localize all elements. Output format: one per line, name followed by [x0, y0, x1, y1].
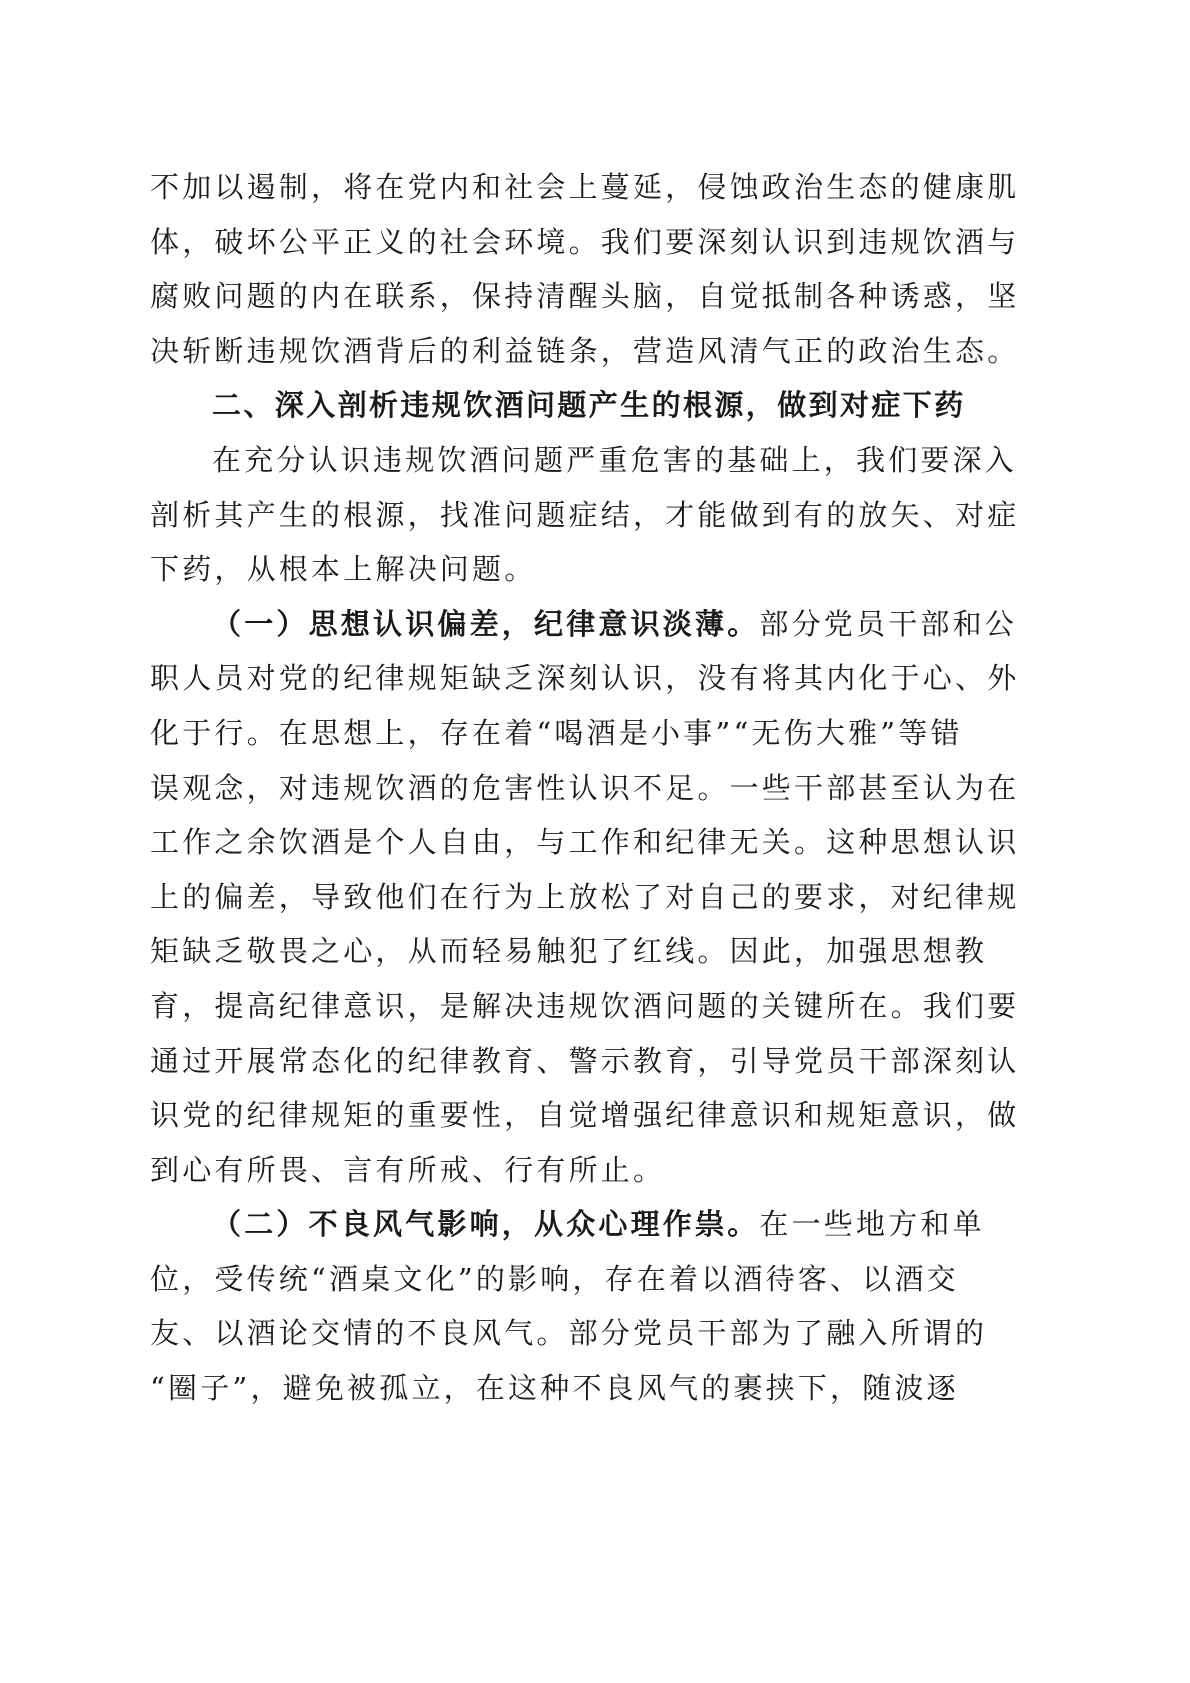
subsection-heading: （二）不良风气影响，从众心理作祟。 — [212, 1207, 760, 1242]
paragraph-lead-text: 部分党员干部和公 — [759, 606, 1018, 641]
body-line: 矩缺乏敬畏之心，从而轻易触犯了红线。因此，加强思想教 — [150, 934, 988, 969]
body-line: 友、以酒论交情的不良风气。部分党员干部为了融入所谓的 — [150, 1316, 988, 1351]
subsection-heading: （一）思想认识偏差，纪律意识淡薄。 — [212, 606, 760, 641]
body-line: “圈子”，避免被孤立，在这种不良风气的裹挟下，随波逐 — [150, 1371, 959, 1406]
body-line: 上的偏差，导致他们在行为上放松了对自己的要求，对纪律规 — [150, 879, 1020, 914]
body-line: 职人员对党的纪律规矩缺乏深刻认识，没有将其内化于心、外 — [150, 661, 1020, 696]
body-line: 决斩断违规饮酒背后的利益链条，营造风清气正的政治生态。 — [150, 333, 1020, 368]
body-line: 到心有所畏、言有所戒、行有所止。 — [150, 1152, 666, 1187]
body-line: 剖析其产生的根源，找准问题症结，才能做到有的放矢、对症 — [150, 497, 1020, 532]
paragraph-first-line — [150, 1197, 1050, 1252]
body-line: 化于行。在思想上，存在着“喝酒是小事”“无伤大雅”等错 — [150, 715, 963, 750]
body-line: 体，破坏公平正义的社会环境。我们要深刻认识到违规饮酒与 — [150, 224, 1020, 259]
body-line: 误观念，对违规饮酒的危害性认识不足。一些干部甚至认为在 — [150, 770, 1020, 805]
body-line: 下药，从根本上解决问题。 — [150, 552, 537, 587]
body-line: 识党的纪律规矩的重要性，自觉增强纪律意识和规矩意识，做 — [150, 1098, 1020, 1133]
paragraph-lead-text: 在一些地方和单 — [759, 1207, 985, 1242]
paragraph-first-line: 在充分认识违规饮酒问题严重危害的基础上，我们要深入 — [212, 442, 1018, 477]
body-line: 不加以遏制，将在党内和社会上蔓延，侵蚀政治生态的健康肌 — [150, 170, 1020, 204]
document-body — [150, 160, 1050, 1416]
body-line: 工作之余饮酒是个人自由，与工作和纪律无关。这种思想认识 — [150, 825, 1020, 860]
body-line: 位，受传统“酒桌文化”的影响，存在着以酒待客、以酒交 — [150, 1261, 959, 1296]
body-line: 通过开展常态化的纪律教育、警示教育，引导党员干部深刻认 — [150, 1043, 1020, 1078]
section-heading: 二、深入剖析违规饮酒问题产生的根源，做到对症下药 — [212, 388, 966, 423]
paragraph-first-line — [150, 597, 1050, 652]
body-line: 腐败问题的内在联系，保持清醒头脑，自觉抵制各种诱惑，坚 — [150, 279, 1020, 314]
body-line: 育，提高纪律意识，是解决违规饮酒问题的关键所在。我们要 — [150, 988, 1020, 1023]
